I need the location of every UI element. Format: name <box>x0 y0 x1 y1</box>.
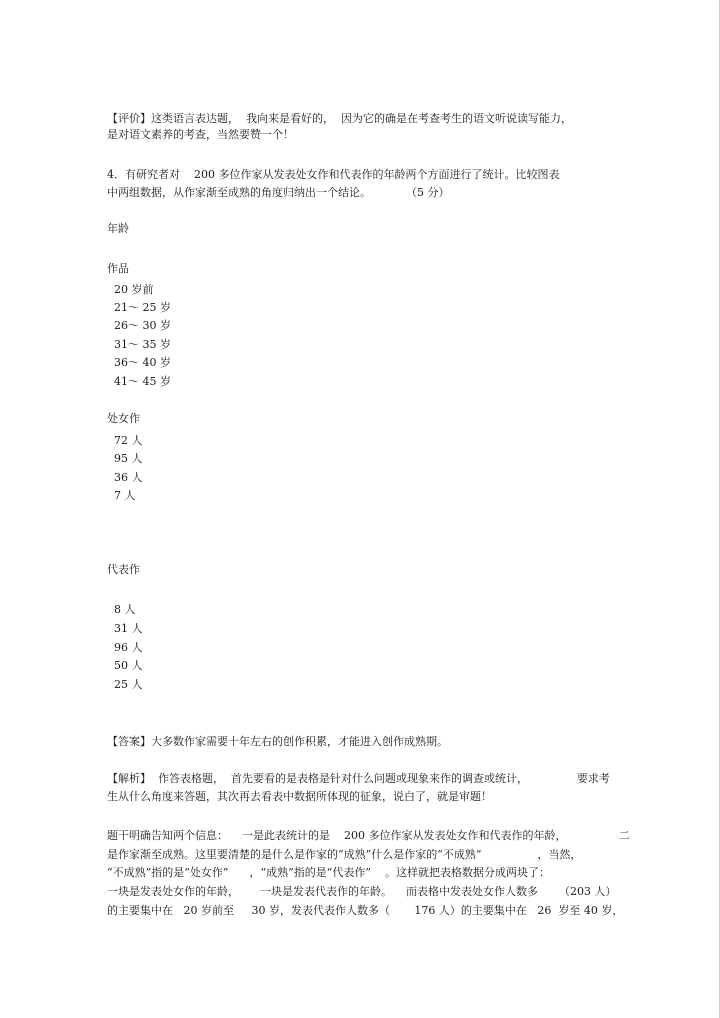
age-group-item: 41～ 45 岁 <box>114 375 171 388</box>
table-age-header: 年龄 <box>107 222 129 235</box>
body-line-4: 一块是发表处女作的年龄， 一块是发表代表作的年龄。 而表格中发表处女作人数多 （203 人） <box>107 885 617 898</box>
analysis-line-1: 【解析】 作答表格题， 首先要看的是表格是针对什么问题或现象来作的调查或统计， 要求考 <box>107 772 610 785</box>
analysis-line-2: 生从什么角度来答题，其次再去看表中数据所体现的征象，说白了，就是审题！ <box>107 790 492 803</box>
first-work-value: 36 人 <box>114 471 143 484</box>
question-line-1: 4．有研究者对 200 多位作家从发表处女作和代表作的年龄两个方面进行了统计。比较图表 <box>107 168 560 181</box>
body-line-3: “不成熟”指的是“处女作” ，“成熟”指的是“代表作” 。这样就把表格数据分成两块了： <box>107 866 550 879</box>
age-group-item: 36～ 40 岁 <box>114 356 171 369</box>
age-group-item: 31～ 35 岁 <box>114 338 171 351</box>
representative-value: 25 人 <box>114 678 143 691</box>
first-work-label: 处女作 <box>107 412 140 425</box>
evaluation-line-1: 【评价】这类语言表达题， 我向来是看好的， 因为它的确是在考查考生的语文听说读写能力， <box>107 112 572 125</box>
answer-text: 【答案】大多数作家需要十年左右的创作积累，才能进入创作成熟期。 <box>107 735 448 748</box>
representative-label: 代表作 <box>107 563 140 576</box>
representative-value: 31 人 <box>114 622 143 635</box>
body-line-5: 的主要集中在 20 岁前至 30 岁，发表代表作人数多（ 176 人）的主要集中在 26 岁至 40 岁， <box>107 904 624 917</box>
age-group-item: 21～ 25 岁 <box>114 301 171 314</box>
body-line-1: 题干明确告知两个信息： 一是此表统计的是 200 多位作家从发表处女作和代表作的年龄， 二 <box>107 829 630 842</box>
first-work-value: 72 人 <box>114 434 143 447</box>
question-line-2: 中两组数据，从作家渐至成熟的角度归纳出一个结论。 （5 分） <box>107 186 450 199</box>
representative-value: 96 人 <box>114 641 143 654</box>
representative-value: 8 人 <box>114 603 136 616</box>
age-group-item: 26～ 30 岁 <box>114 319 171 332</box>
age-group-item: 20 岁前 <box>114 283 154 296</box>
table-works-header: 作品 <box>107 262 129 275</box>
representative-value: 50 人 <box>114 659 143 672</box>
first-work-value: 95 人 <box>114 452 143 465</box>
body-line-2: 是作家渐至成熟。这里要清楚的是什么是作家的“成熟”什么是作家的“不成熟” ，当然， <box>107 848 582 861</box>
evaluation-line-2: 是对语文素养的考查，当然要赞一个！ <box>107 128 294 141</box>
first-work-value: 7 人 <box>114 489 136 502</box>
